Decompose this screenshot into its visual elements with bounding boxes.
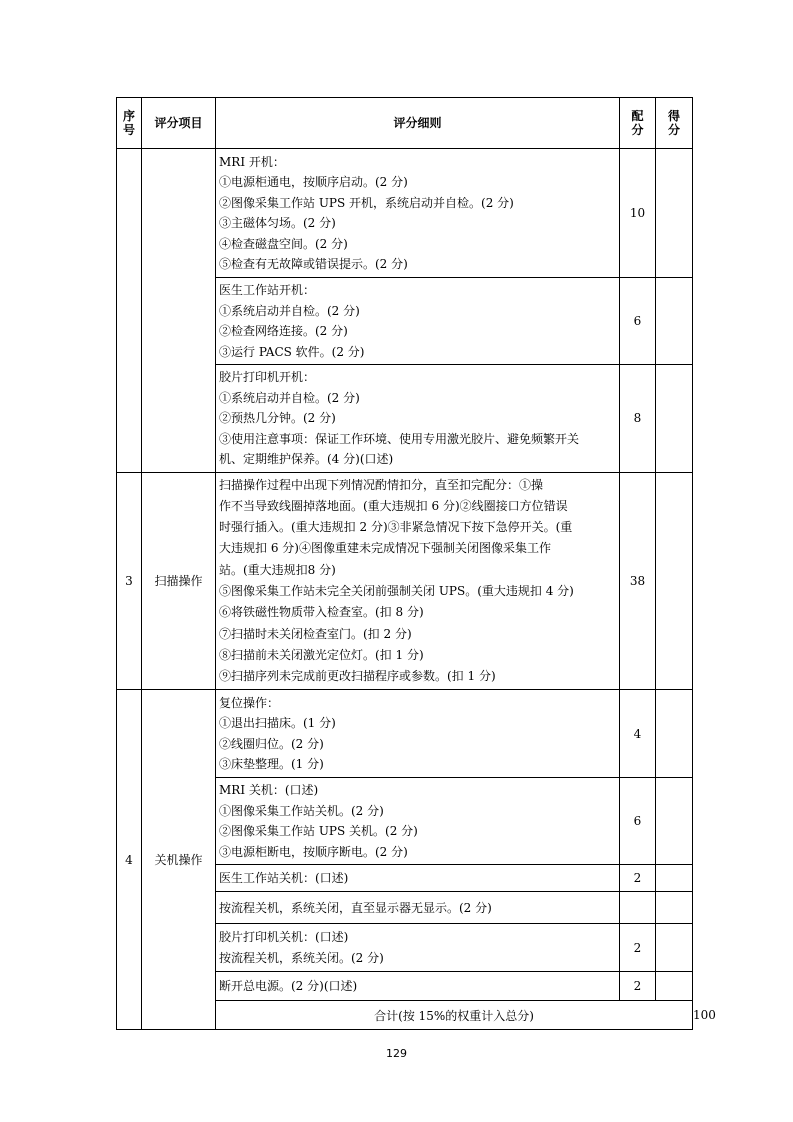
printer-startup-detail [216, 365, 620, 473]
doctor-shutdown-got[interactable] [656, 865, 693, 892]
header-got: 得分 [656, 98, 693, 149]
detail-line: ②检查网络连接。(2 分) [219, 324, 348, 338]
scan-item: 扫描操作 [142, 472, 216, 690]
total-label: 合计(按 15%的权重计入总分) [216, 1001, 693, 1030]
doctor-shutdown-title: 医生工作站关机：(口述) [216, 865, 620, 892]
detail-line: ③床垫整理。(1 分) [219, 757, 324, 772]
table-row [117, 149, 693, 278]
scan-num: 3 [117, 472, 142, 690]
doctor-startup-score: 6 [620, 278, 656, 365]
detail-line: ②预热几分钟。(2 分) [219, 411, 336, 425]
detail-line: 扫描操作过程中出现下列情况酌情扣分，直至扣完配分：①操 [219, 477, 544, 492]
detail-line: ⑤图像采集工作站未完全关闭前强制关闭 UPS。(重大违规扣 4 分) [219, 583, 574, 598]
detail-line: MRI 关机：(口述) [219, 783, 319, 798]
detail-line: ①系统启动并自检。(2 分) [219, 303, 360, 318]
detail-line: 按流程关机，系统关闭。(2 分) [219, 950, 384, 965]
table-row [117, 472, 693, 690]
detail-line: ④检查磁盘空间。(2 分) [219, 236, 348, 251]
total-row: 合计(按 15%的权重计入总分) 100 [117, 1001, 693, 1030]
header-item: 评分项目 [142, 98, 216, 149]
detail-line: ②图像采集工作站 UPS 开机，系统启动并自检。(2 分) [219, 195, 514, 210]
reset-got[interactable] [656, 690, 693, 778]
shutdown-item: 关机操作 [142, 690, 216, 1030]
printer-shutdown-got[interactable] [656, 924, 693, 972]
detail-line: ⑤检查有无故障或错误提示。(2 分) [219, 257, 408, 271]
detail-line: 大违规扣 6 分)④图像重建未完成情况下强制关闭图像采集工作 [219, 541, 551, 556]
detail-line: ⑦扫描时未关闭检查室门。(扣 2 分) [219, 626, 412, 641]
mri-shutdown-detail [216, 778, 620, 865]
scan-score: 38 [620, 472, 656, 690]
printer-shutdown-detail [216, 924, 620, 972]
startup-item-cell [142, 149, 216, 473]
detail-line: 胶片打印机关机：(口述) [219, 930, 349, 945]
detail-line: MRI 开机： [219, 154, 285, 169]
header-row [117, 98, 693, 149]
mri-shutdown-score: 6 [620, 778, 656, 865]
doctor-shutdown-score: 2 [620, 865, 656, 892]
scoring-table [116, 97, 716, 1030]
header-num: 序号 [117, 98, 142, 149]
mri-startup-got[interactable] [656, 149, 693, 278]
detail-line: 医生工作站开机： [219, 283, 316, 297]
power-got[interactable] [656, 972, 693, 1001]
printer-startup-got[interactable] [656, 365, 693, 473]
startup-num-cell [117, 149, 142, 473]
page-number: 129 [386, 1047, 407, 1060]
detail-line: ③主磁体匀场。(2 分) [219, 216, 336, 230]
detail-line: 作不当导致线圈掉落地面。(重大违规扣 6 分)②线圈接口方位错误 [219, 498, 568, 513]
shutdown-num: 4 [117, 690, 142, 1030]
power-detail: 断开总电源。(2 分)(口述) [216, 972, 620, 1001]
detail-line: ③使用注意事项：保证工作环境、使用专用激光胶片、避免频繁开关 [219, 431, 580, 446]
detail-line: 复位操作： [219, 695, 280, 710]
detail-line: ⑥将铁磁性物质带入检查室。(扣 8 分) [219, 605, 424, 620]
printer-startup-score: 8 [620, 365, 656, 473]
mri-startup-score: 10 [620, 149, 656, 278]
mri-startup-detail [216, 149, 620, 278]
doctor-shutdown-empty-score [620, 892, 656, 924]
doctor-startup-detail [216, 278, 620, 365]
doctor-startup-got[interactable] [656, 278, 693, 365]
doctor-shutdown-empty-got[interactable] [656, 892, 693, 924]
power-score: 2 [620, 972, 656, 1001]
detail-line: ⑧扫描前未关闭激光定位灯。(扣 1 分) [219, 647, 424, 662]
detail-line: ②图像采集工作站 UPS 关机。(2 分) [219, 824, 418, 839]
detail-line: ③运行 PACS 软件。(2 分) [219, 344, 365, 359]
detail-line: ①电源柜通电，按顺序启动。(2 分) [219, 175, 408, 189]
reset-score: 4 [620, 690, 656, 778]
printer-shutdown-score: 2 [620, 924, 656, 972]
detail-line: ⑨扫描序列未完成前更改扫描程序或参数。(扣 1 分) [219, 669, 496, 684]
mri-shutdown-got[interactable] [656, 778, 693, 865]
detail-line: 机、定期维护保养。(4 分)(口述) [219, 452, 394, 466]
header-detail: 评分细则 [216, 98, 620, 149]
scan-got[interactable] [656, 472, 693, 690]
detail-line: ①系统启动并自检。(2 分) [219, 390, 360, 405]
detail-line: ①图像采集工作站关机。(2 分) [219, 803, 384, 818]
detail-line: ③电源柜断电，按顺序断电。(2 分) [219, 844, 408, 859]
detail-line: ①退出扫描床。(1 分) [219, 716, 336, 731]
scan-detail [216, 472, 620, 690]
header-score: 配分 [620, 98, 656, 149]
detail-line: 时强行插入。(重大违规扣 2 分)③非紧急情况下按下急停开关。(重 [219, 520, 573, 535]
detail-line: 胶片打印机开机： [219, 370, 316, 384]
table-row [117, 690, 693, 778]
doctor-shutdown-detail: 按流程关机，系统关闭，直至显示器无显示。(2 分) [216, 892, 620, 924]
detail-line: 站。(重大违规扣8 分) [219, 562, 336, 577]
reset-detail [216, 690, 620, 778]
detail-line: ②线圈归位。(2 分) [219, 736, 324, 751]
